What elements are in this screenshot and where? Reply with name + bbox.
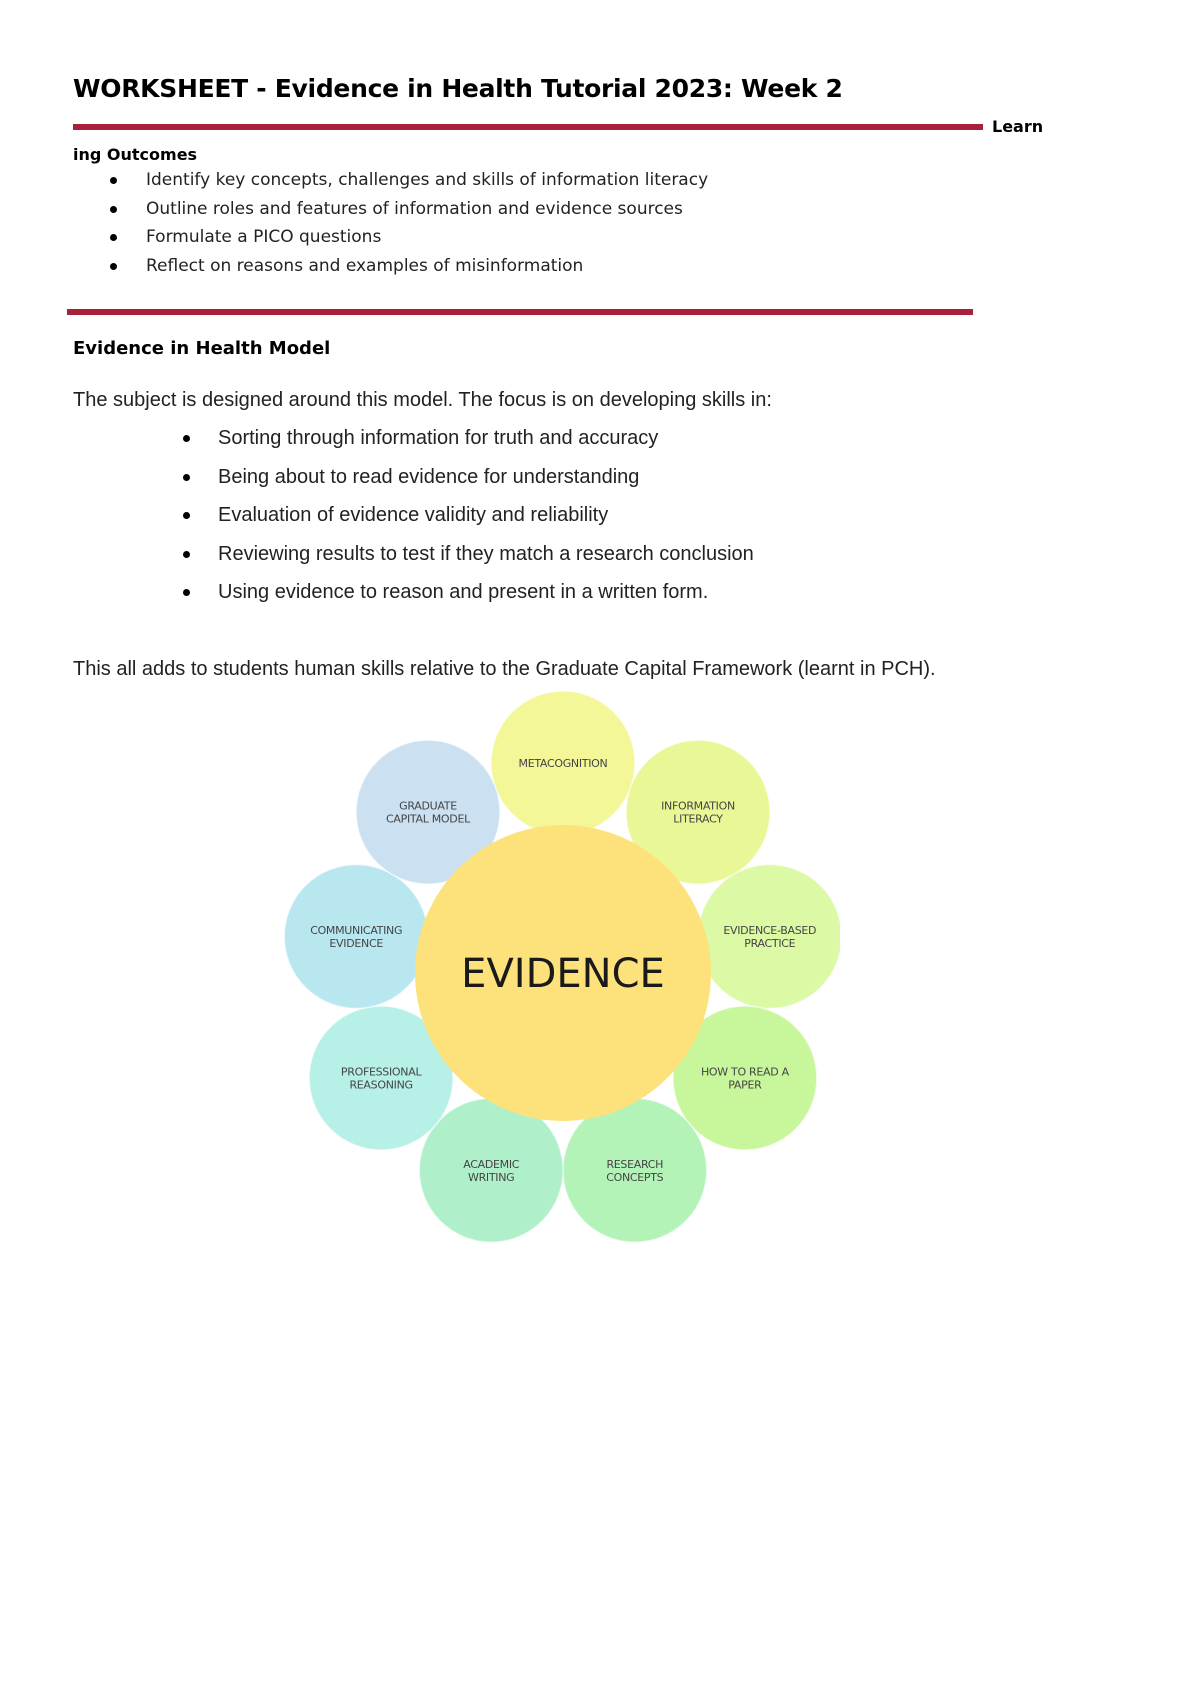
bullet-icon [183,512,190,519]
petal-label-line: REASONING [349,1078,413,1092]
bullet-icon [110,177,117,184]
petal-label-line: PRACTICE [744,937,796,950]
petal-label-line: PAPER [728,1078,762,1092]
model-section-heading: Evidence in Health Model [73,338,331,359]
petal-label-line: CONCEPTS [606,1170,664,1184]
learning-outcome-item [73,254,708,283]
learning-outcomes-heading-fragment-right: Learn [992,117,1044,136]
bullet-icon [110,263,117,270]
skill-item [73,502,754,541]
petal-label-line: HOW TO READ A [700,1065,789,1079]
petal-label [463,1158,520,1184]
title-divider [73,124,983,130]
worksheet-title: WORKSHEET - Evidence in Health Tutorial 2023: Week 2 [73,74,843,103]
skill-text: Reviewing results to test if they match a research conclusion [218,542,754,565]
bullet-icon [183,551,190,558]
petal-label-line: INFORMATION [661,799,735,813]
learning-outcomes-heading-fragment-left: ing Outcomes [73,145,198,164]
bullet-icon [183,435,190,442]
petal-label [606,1158,663,1184]
bullet-icon [110,206,117,213]
learning-outcome-text: Identify key concepts, challenges and skills of information literacy [146,170,709,190]
model-intro-text: The subject is designed around this model. The focus is on developing skills in: [73,389,772,411]
petal-label-line: PROFESSIONAL [340,1065,422,1079]
bullet-icon [183,474,190,481]
petal-label-line: CAPITAL MODEL [386,812,470,826]
petal-label [341,1066,423,1092]
skills-list [73,425,754,618]
skill-item [73,425,754,464]
skill-text: Using evidence to reason and present in a written form. [218,581,709,603]
section-divider [67,309,973,315]
bullet-icon [183,589,190,596]
learning-outcome-item [73,168,708,197]
petal-label-line: EVIDENCE-BASED [723,924,817,937]
petal-label-line: COMMUNICATING [310,924,403,937]
evidence-center-label: EVIDENCE [461,951,665,997]
petal-label-line: METACOGNITION [518,757,608,770]
skill-item [73,579,754,618]
bullet-icon [110,234,117,241]
petal-label-line: WRITING [468,1170,515,1184]
petal-label-line: RESEARCH [606,1157,664,1171]
petal-label-line: EVIDENCE [329,937,384,950]
learning-outcomes-list [73,168,708,282]
petal-label-line: LITERACY [673,812,723,826]
skill-text: Evaluation of evidence validity and reliability [218,504,609,526]
learning-outcome-text: Formulate a PICO questions [146,227,382,247]
skill-item [73,541,754,580]
petal-label [519,757,608,770]
petal-label-line: GRADUATE [399,799,457,813]
petal-label-line: ACADEMIC [463,1157,520,1171]
learning-outcome-text: Reflect on reasons and examples of misinformation [146,255,584,276]
closing-text: This all adds to students human skills relative to the Graduate Capital Framework (learnt in PCH). [73,658,936,680]
skill-item [73,464,754,503]
skill-text: Sorting through information for truth and accuracy [218,427,659,449]
learning-outcome-item [73,197,708,226]
learning-outcome-item [73,225,708,254]
learning-outcome-text: Outline roles and features of information and evidence sources [146,198,683,219]
evidence-in-health-model-diagram [270,690,840,1250]
skill-text: Being about to read evidence for understanding [218,465,640,488]
